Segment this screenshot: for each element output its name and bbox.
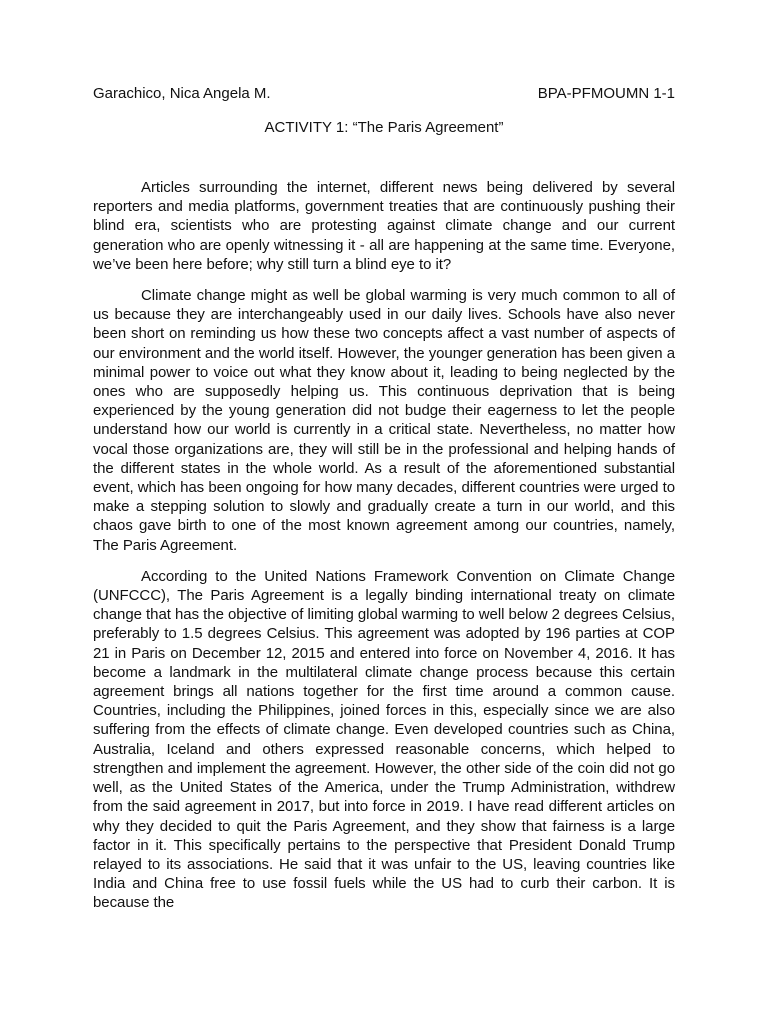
essay-body [93,178,675,913]
essay-paragraph-2: Climate change might as well be global warming is very much common to all of us because they are interchangeably used in our daily lives. Schools have also never been short on reminding us how these two concepts affect a vast number of aspects of our environment and the world itself. However, the younger generation has been given a minimal power to voice out what they know about it, leading to being neglected by the ones who are supposedly helping us. This continuous deprivation that is being experienced by the young generation did not budge their eagerness to let the people understand how our world is currently in a critical state. Nevertheless, no matter how vocal those organizations are, they will still be in the professional and helping hands of the different states in the whole world. As a result of the aforementioned substantial event, which has been ongoing for how many decades, different countries were urged to make a stepping solution to slowly and gradually create a turn in our world, and this chaos gave birth to one of the most known agreement among our countries, namely, The Paris Agreement. [93,287,675,554]
essay-paragraph-3: According to the United Nations Framework Convention on Climate Change (UNFCCC), The Paris Agreement is a legally binding international treaty on climate change that has the objective of limiting global warming to well below 2 degrees Celsius, preferably to 1.5 degrees Celsius. This agreement was adopted by 196 parties at COP 21 in Paris on December 12, 2015 and entered into force on November 4, 2016. It has become a landmark in the multilateral climate change process because this certain agreement brings all nations together for the first time around a common cause. Countries, including the Philippines, joined forces in this, especially since we are also suffering from the effects of climate change. Even developed countries such as China, Australia, Iceland and others expressed reasonable concerns, which helped to strengthen and implement the agreement. However, the other side of the coin did not go well, as the United States of the America, under the Trump Administration, withdrew from the said agreement in 2017, but into force in 2019. I have read different articles on why they decided to quit the Paris Agreement, and they show that fairness is a large factor in it. This specifically pertains to the perspective that President Donald Trump relayed to its associations. He said that it was unfair to the US, leaving countries like India and China free to use fossil fuels while the US had to curb their carbon. It is because the [93,567,675,912]
student-name: Garachico, Nica Angela M. [93,85,271,102]
essay-paragraph-1: Articles surrounding the internet, different news being delivered by several reporters and media platforms, government treaties that are continuously pushing their blind era, scientists who are protesting against climate change and our current generation who are openly witnessing it - all are happening at the same time. Everyone, we’ve been here before; why still turn a blind eye to it? [93,179,675,273]
activity-title: ACTIVITY 1: “The Paris Agreement” [264,119,504,136]
class-section: BPA-PFMOUMN 1-1 [537,85,675,102]
document-header [93,85,675,103]
